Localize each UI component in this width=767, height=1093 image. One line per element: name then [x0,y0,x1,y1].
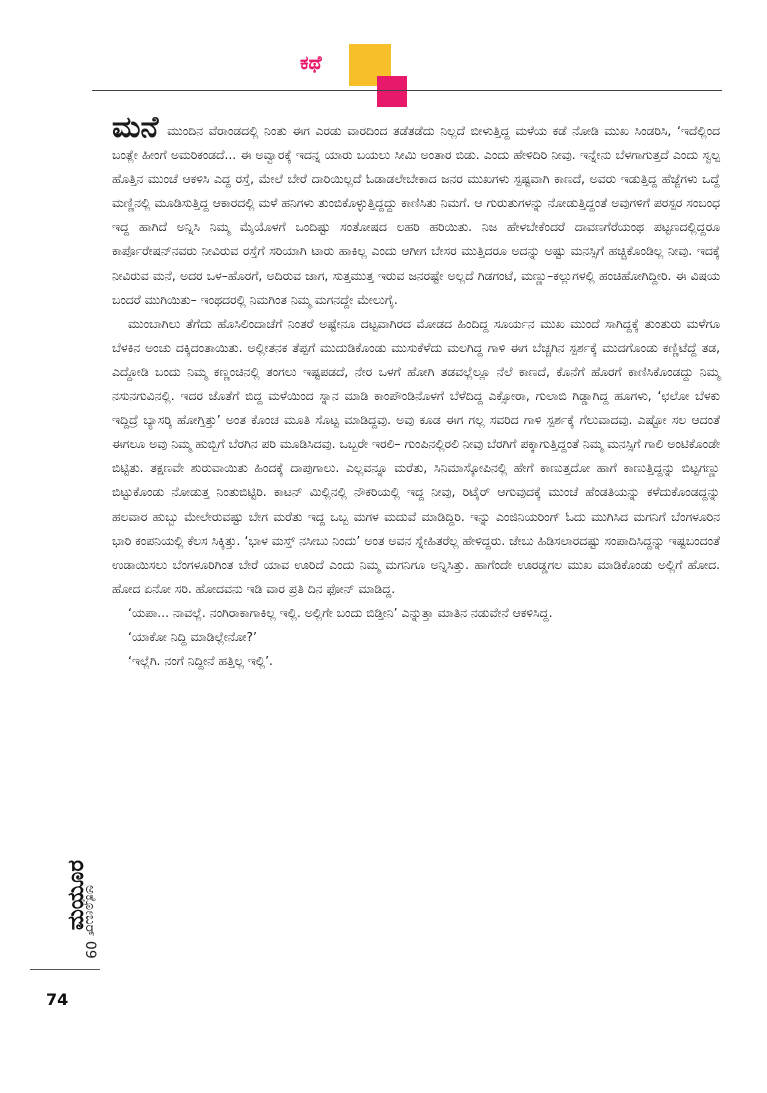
article-paragraph-5: ‘ಇಲ್ಲೆಗಿ. ನಂಗೆ ನಿದ್ದೀನೆ ಹತ್ತಿಲ್ಲ ಇಲ್ಲಿ’. [128,654,273,669]
article-paragraph-1 [112,110,720,312]
header-divider [92,90,722,91]
issue-date: ಅಕ್ಟೋಬರ್ 09 [82,885,98,959]
article-body [112,110,720,673]
footer-divider [30,969,100,970]
magazine-name: ಮಯೂರ [64,860,89,931]
paragraph-text: ಮುಂದಿನ ವೆರಾಂಡದಲ್ಲಿ ನಿಂತು ಈಗ ಎರಡು ವಾರದಿಂದ ತಡೆತಡೆದು ನಿಲ್ಲದೆ ಬೀಳುತ್ತಿದ್ದ ಮಳೆಯ ಕಡೆ ನೋಡಿ ಮುಖ ಸಿಂಡರಿಸಿ, ‘ಇದೆಲ್ಲಿಂದ ಬಂತ್ಲೇ ಹೀಂಗೆ ಅಮರಿಕಂಡದೆ... ಈ ಅವ್ವಾರಕ್ಕೆ ಇದನ್ನ ಯಾರು ಬಯಲು ಸೀಮಿ ಅಂತಾರ ಬಿಡು. ಎಂದು ಹೇಳಿದಿರಿ ನೀವು. ಇನ್ನೇನು ಬೆಳಗಾಗುತ್ತದೆ ಎಂದು ಸ್ವಲ್ಪ ಹೊತ್ತಿನ ಮುಂಚೆ ಆಕಳಿಸಿ ಎದ್ದ ರಸ್ತೆ, ಮೇಲೆ ಬೇರೆ ದಾರಿಯಿಲ್ಲದೆ ಓಡಾಡಲೇಬೇಕಾದ ಜನರ ಮುಖಗಳು ಸ್ಪಷ್ಟವಾಗಿ ಕಾಣದೆ, ಅವರು ಇಡುತ್ತಿದ್ದ ಹೆಜ್ಜೆಗಳು ಒದ್ದೆ ಮಣ್ಣಿನಲ್ಲಿ ಮೂಡಿಸುತ್ತಿದ್ದ ಆಕಾರದಲ್ಲಿ ಮಳೆ ಹನಿಗಳು ತುಂಬಿಕೊಳ್ಳುತ್ತಿದ್ದದ್ದು ಕಾಣಿಸಿತು ನಿಮಗೆ. ಆ ಗುರುತುಗಳನ್ನು ನೋಡುತ್ತಿದ್ದಂತೆ ಅವುಗಳಿಗೆ ಪರಸ್ಪರ ಸಂಬಂಧ ಇದ್ದ ಹಾಗಿದೆ ಅನ್ನಿಸಿ ನಿಮ್ಮ ಮೈಯೊಳಗೆ ಒಂದಿಷ್ಟು ಸಂತೋಷದ ಲಹರಿ ಹರಿಯಿತು. ನಿಜ ಹೇಳಬೇಕೆಂದರೆ ದಾವಣಗೆರೆಯಂಥ ಪಟ್ಟಣದಲ್ಲಿದ್ದರೂ ಕಾರ್ಪೊರೇಷನ್‌ನವರು ನೀವಿರುವ ರಸ್ತೆಗೆ ಸರಿಯಾಗಿ ಟಾರು ಹಾಕಿಲ್ಲ ಎಂದು ಆಗೀಗ ಬೇಸರ ಮುತ್ತಿದರೂ ಅದನ್ನು ಅಷ್ಟು ಮನಸ್ಸಿಗೆ ಹಚ್ಚಿಕೊಂಡಿಲ್ಲ ನೀವು. ಇದಕ್ಕೆ ನೀವಿರುವ ಮನೆ, ಅದರ ಒಳ–ಹೊರಗೆ, ಅದಿರುವ ಜಾಗ, ಸುತ್ತಮುತ್ತ ಇರುವ ಜನರಷ್ಟೇ ಅಲ್ಲದೆ ಗಿಡಗಂಟೆ, ಮಣ್ಣು–ಕಲ್ಲುಗಳಲ್ಲಿ ಹಂಚಿಹೋಗಿದ್ದೀರಿ. ಈ ವಿಷಯ ಬಂದರೆ ಮುಗಿಯಿತು– ಇಂಥದರಲ್ಲಿ ನಿಮಗಿಂತ ನಿಮ್ಮ ಮಗನದ್ದೇ ಮೇಲುಗೈ. [112,124,720,307]
article-paragraph-4: ‘ಯಾಕೋ ನಿದ್ದಿ ಮಾಡಿಲ್ಲೇನೋ?’ [128,629,257,644]
section-label: ಕಥೆ [300,52,322,74]
article-paragraph-2: ಮುಂಬಾಗಿಲು ತೆಗೆದು ಹೊಸಿಲಿಂದಾಚೆಗೆ ನಿಂತರೆ ಅಷ್ಟೇನೂ ದಟ್ಟವಾಗಿರದ ಮೋಡದ ಹಿಂದಿದ್ದ ಸೂರ್ಯನ ಮುಖ ಮುಂದೆ ಸಾಗಿದ್ದಕ್ಕೆ ತುಂತುರು ಮಳೆಗೂ ಬೆಳಕಿನ ಅಂಚು ದಕ್ಕಿದಂತಾಯಿತು. ಅಲ್ಲೀತನಕ ತೆಪ್ಪಗೆ ಮುದುಡಿಕೊಂಡು ಮುಸುಕೆಳೆದು ಮಲಗಿದ್ದ ಗಾಳಿ ಈಗ ಬೆಚ್ಚಗಿನ ಸ್ಪರ್ಶಕ್ಕೆ ಮುದಗೊಂಡು ಕಣ್ಣಿಟೆದ್ದೆ ತಡ, ಎದ್ದೋಡಿ ಬಂದು ನಿಮ್ಮ ಕಣ್ಣಂಚಿನಲ್ಲಿ ತಂಗಲು ಇಷ್ಟಪಡದೆ, ನೇರ ಒಳಗೆ ಹೋಗಿ ತಡವಲ್ಲೆಲ್ಲೂ ನೆಲೆ ಕಾಣದೆ, ಕೊನೆಗೆ ಹೊರಗೆ ಕಾಣಿಸಿಕೊಂಡದ್ದು ನಿಮ್ಮ ನಸುನಗುವಿನಲ್ಲಿ. ಇದರ ಜೊತೆಗೆ ಬಿದ್ದ ಮಳೆಯಿಂದ ಸ್ನಾನ ಮಾಡಿ ಕಾಂಪೌಂಡಿನೊಳಗೆ ಬೆಳೆದಿದ್ದ ಎಕ್ಸೋರಾ, ಗುಲಾಬಿ ಗಿಡ್ಡಾಗಿದ್ದ ಹೂಗಳು, ‘ಛಲೋ ಬೆಳಕು ಇದ್ದಿದ್ರೆ ಬ್ಯಾಸರ್‍ಕಿ ಹೋಗ್ತಿತ್ತು’ ಅಂತ ಕೊಂಚ ಮೂತಿ ಸೊಟ್ಟ ಮಾಡಿದ್ದವು. ಅವು ಕೂಡ ಈಗ ಗಲ್ಲ ಸವರಿದ ಗಾಳಿ ಸ್ಪರ್ಶಕ್ಕೆ ಗೆಲುವಾದವು. ಎಷ್ಟೋ ಸಲ ಆದಂತೆ ಈಗಲೂ ಅವು ನಿಮ್ಮ ಹುಬ್ಬಿಗೆ ಬೆರಗಿನ ಪರಿ ಮೂಡಿಸಿದವು. ಒಬ್ಬರೇ ಇರಲಿ– ಗುಂಪಿನಲ್ಲಿರಲಿ ನೀವು ಬೆರಗಿಗೆ ಪಕ್ಕಾಗುತ್ತಿದ್ದಂತೆ ನಿಮ್ಮ ಮನಸ್ಸಿಗೆ ಗಾಲಿ ಅಂಟಿಕೊಂಡೇ ಬಿಟ್ಟಿತು. ತಕ್ಷಣವೇ ಶುರುವಾಯಿತು ಹಿಂದಕ್ಕೆ ದಾಪುಗಾಲು. ಎಲ್ಲವನ್ನೂ ಮರೆತು, ಸಿನಿಮಾಸ್ಕೋಪಿನಲ್ಲಿ ಹೇಗೆ ಕಾಣುತ್ತದೋ ಹಾಗೆ ಕಾಣುತ್ತಿದ್ದನ್ನು ಬಿಟ್ಟಗಣ್ಣು ಬಿಟ್ಟುಕೊಂಡು ನೋಡುತ್ತ ನಿಂತುಬಿಟ್ಟಿರಿ. ಕಾಟನ್ ಮಿಲ್ಲಿನಲ್ಲಿ ನೌಕರಿಯಲ್ಲಿ ಇದ್ದ ನೀವು, ರಿಟೈರ್ ಆಗುವುದಕ್ಕೆ ಮುಂಚೆ ಹೆಂಡತಿಯನ್ನು ಕಳೆದುಕೊಂಡದ್ದನ್ನು ಹಲವಾರ ಹುಬ್ಬು ಮೇಲೇರುವಷ್ಟು ಬೇಗ ಮರೆತು ಇದ್ದ ಒಬ್ಬ ಮಗಳ ಮದುವೆ ಮಾಡಿದ್ದಿರಿ. ಇನ್ನು ಎಂಜಿನಿಯರಿಂಗ್ ಓದು ಮುಗಿಸಿದ ಮಗನಿಗೆ ಬೆಂಗಳೂರಿನ ಭಾರಿ ಕಂಪನಿಯಲ್ಲಿ ಕೆಲಸ ಸಿಕ್ಕಿತ್ತು. ‘ಭಾಳ ಮಸ್ತ್ ನಸೀಬು ನಿಂದು’ ಅಂತ ಅವನ ಸ್ನೇಹಿತರೆಲ್ಲ ಹೇಳಿದ್ದರು. ಜೇಬು ಹಿಡಿಸಲಾರದಷ್ಟು ಸಂಪಾದಿಸಿದ್ದನ್ನು ಇಷ್ಟಬಂದಂತೆ ಉಡಾಯಿಸಲು ಬೆಂಗಳೂರಿಗಿಂತ ಬೇರೆ ಯಾವ ಊರಿದೆ ಎಂದು ನಿಮ್ಮ ಮಗನಿಗೂ ಅನ್ನಿಸಿತ್ತು. ಹಾಗೆಂದೇ ಊರಡ್ಡಗಲ ಮುಖ ಮಾಡಿಕೊಂಡು ಅಲ್ಲಿಗೆ ಹೋದ. ಹೋದ ಏನೋ ಸರಿ. ಹೋದವನು ಇಡಿ ವಾರ ಪ್ರತಿ ದಿನ ಫೋನ್ ಮಾಡಿದ್ದ. [112,316,720,596]
page-number: 74 [46,990,69,1009]
dropcap: ಮನೆ [112,110,159,145]
article-paragraph-3: ‘ಯಪಾ... ನಾವಲ್ಲೆ. ನಂಗಿರಾಕಾಗಾಕಿಲ್ಲ ಇಲ್ಲಿ. ಅಲ್ಲಿಗೇ ಬಂದು ಬಿಡ್ತೀನಿ’ ಎನ್ನುತ್ತಾ ಮಾತಿನ ನಡುವೇನೆ ಆಕಳಿಸಿದ್ದ. [128,605,553,620]
decorative-pink-square [377,76,407,107]
